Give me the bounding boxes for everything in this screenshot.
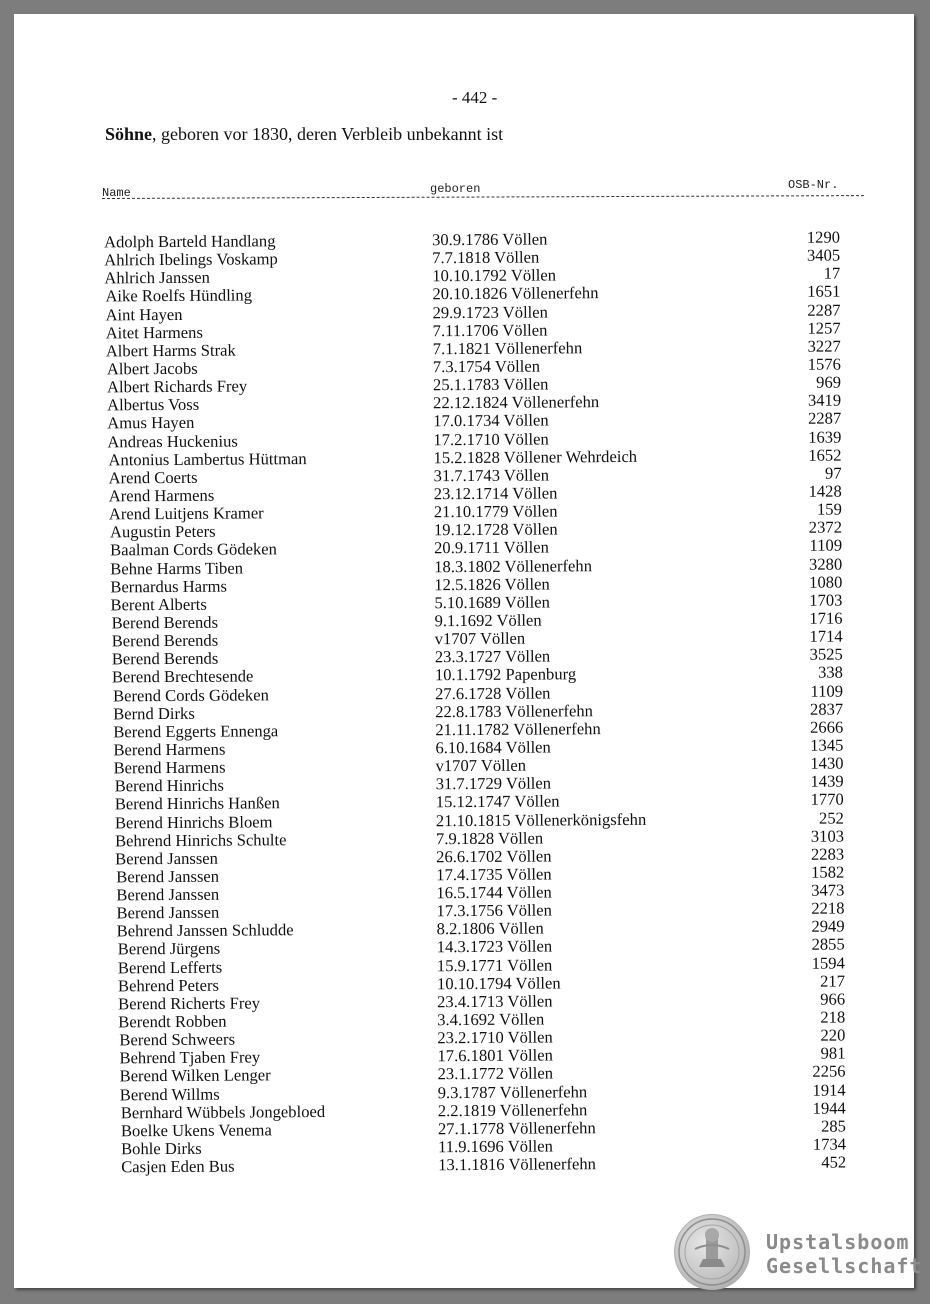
entry-osb: 1651 bbox=[807, 281, 841, 302]
entry-name: Andreas Huckenius bbox=[107, 431, 238, 451]
entry-osb: 2949 bbox=[811, 916, 845, 937]
entry-born: 31.7.1743 Völlen bbox=[433, 465, 550, 486]
entry-name: Berend Cords Gödeken bbox=[112, 684, 269, 705]
entry-born: 21.10.1779 Völlen bbox=[433, 501, 558, 522]
entry-born: 9.3.1787 Völlenerfehn bbox=[437, 1081, 588, 1102]
entry-name: Berend Jürgens bbox=[117, 939, 221, 959]
entry-osb: 2372 bbox=[808, 517, 843, 537]
entry-name: Albert Harms Strak bbox=[105, 340, 236, 361]
column-header-osb: OSB-Nr. bbox=[788, 178, 839, 192]
entry-born: 17.0.1734 Völlen bbox=[433, 410, 549, 431]
entry-name: Berend Janssen bbox=[115, 848, 218, 869]
entry-osb: 2256 bbox=[812, 1061, 846, 1082]
entry-osb: 2218 bbox=[811, 898, 845, 918]
entry-born: 3.4.1692 Völlen bbox=[437, 1009, 545, 1030]
entry-osb: 3419 bbox=[807, 390, 842, 411]
entry-name: Behrend Hinrichs Schulte bbox=[114, 829, 287, 850]
entry-osb: 1594 bbox=[811, 953, 845, 973]
entry-osb: 1734 bbox=[812, 1134, 847, 1154]
entry-name: Casjen Eden Bus bbox=[121, 1156, 235, 1177]
entry-born: 29.9.1723 Völlen bbox=[432, 302, 548, 322]
entry-born: 25.1.1783 Völlen bbox=[432, 374, 549, 395]
entry-osb: 452 bbox=[821, 1152, 847, 1172]
entry-osb: 285 bbox=[820, 1116, 846, 1136]
entry-born: 6.10.1684 Völlen bbox=[435, 737, 551, 758]
entry-name: Ahlrich Ibelings Voskamp bbox=[104, 249, 278, 270]
entry-name: Berendt Robben bbox=[118, 1011, 227, 1032]
entry-osb: 1576 bbox=[807, 354, 841, 374]
entry-born: 17.6.1801 Völlen bbox=[437, 1045, 553, 1066]
entry-osb: 218 bbox=[820, 1007, 846, 1027]
entry-born: 10.10.1792 Völlen bbox=[432, 265, 557, 286]
entry-name: Berent Alberts bbox=[110, 594, 207, 615]
entry-osb: 338 bbox=[817, 662, 843, 683]
entry-name: Berend Wilken Lenger bbox=[119, 1065, 271, 1086]
entry-name: Behrend Peters bbox=[117, 975, 219, 996]
entry-born: 23.3.1727 Völlen bbox=[434, 646, 551, 667]
entry-born: 13.1.1816 Völlenerfehn bbox=[438, 1154, 597, 1175]
entry-born: 20.9.1711 Völlen bbox=[434, 537, 549, 558]
entry-osb: 1109 bbox=[809, 535, 843, 556]
entry-name: Amus Hayen bbox=[107, 413, 195, 433]
entry-osb: 1914 bbox=[812, 1080, 846, 1100]
entry-name: Berend Lefferts bbox=[117, 957, 223, 977]
entry-name: Aitet Harmens bbox=[105, 322, 203, 343]
entry-osb: 1770 bbox=[810, 789, 844, 810]
entry-name: Berend Berends bbox=[111, 630, 219, 651]
entry-name: Adolph Barteld Handlang bbox=[103, 231, 276, 252]
entry-born: 7.1.1821 Völlenerfehn bbox=[432, 338, 583, 359]
entry-name: Berend Hinrichs Bloem bbox=[114, 811, 273, 832]
entry-name: Albertus Voss bbox=[107, 395, 200, 415]
brand-line1: Upstalsboom bbox=[766, 1230, 910, 1254]
entry-osb: 3473 bbox=[811, 880, 845, 900]
entry-name: Berend Berends bbox=[111, 648, 219, 669]
entry-name: Berend Janssen bbox=[116, 902, 220, 923]
entry-osb: 3103 bbox=[810, 826, 845, 846]
entry-osb: 1714 bbox=[809, 626, 843, 646]
entry-name: Baalman Cords Gödeken bbox=[110, 539, 277, 560]
entry-born: 10.10.1794 Völlen bbox=[436, 973, 561, 993]
entry-osb: 1080 bbox=[809, 572, 843, 592]
entry-osb: 1345 bbox=[810, 735, 844, 755]
header-divider bbox=[102, 195, 864, 199]
entry-osb: 1430 bbox=[810, 753, 844, 773]
entries-list bbox=[14, 228, 920, 1177]
entry-osb: 217 bbox=[820, 971, 846, 991]
entry-born: 15.9.1771 Völlen bbox=[436, 955, 553, 975]
brand-line2: Gesellschaft bbox=[766, 1254, 923, 1278]
entry-born: 20.10.1826 Völlenerfehn bbox=[432, 283, 599, 304]
entry-osb: 1439 bbox=[810, 771, 844, 791]
entry-osb: 1290 bbox=[806, 227, 841, 247]
entry-born: 17.3.1756 Völlen bbox=[436, 900, 552, 921]
entry-name: Arend Harmens bbox=[108, 485, 215, 506]
entry-born: 10.1.1792 Papenburg bbox=[434, 664, 577, 685]
entry-name: Berend Hinrichs bbox=[114, 775, 224, 796]
entry-name: Berend Brechtesende bbox=[111, 666, 254, 687]
entry-born: 15.12.1747 Völlen bbox=[435, 791, 560, 812]
entry-name: Berend Janssen bbox=[116, 884, 220, 905]
entry-osb: 969 bbox=[816, 372, 842, 392]
entry-born: 7.9.1828 Völlen bbox=[435, 828, 544, 848]
entry-born: 19.12.1728 Völlen bbox=[433, 519, 558, 540]
entry-born: 9.1.1692 Völlen bbox=[434, 610, 542, 631]
entry-osb: 1944 bbox=[812, 1098, 846, 1118]
entry-born: 7.11.1706 Völlen bbox=[432, 320, 548, 340]
entry-osb: 2837 bbox=[809, 699, 844, 719]
entry-name: Berend Schweers bbox=[119, 1029, 236, 1050]
entry-osb: 17 bbox=[823, 263, 841, 283]
entry-name: Augustin Peters bbox=[109, 521, 216, 542]
entry-born: 5.10.1689 Völlen bbox=[434, 592, 550, 613]
entry-born: 18.3.1802 Völlenerfehn bbox=[434, 555, 593, 576]
entry-name: Albert Richards Frey bbox=[106, 376, 248, 397]
entry-name: Berend Richerts Frey bbox=[118, 993, 261, 1014]
entry-born: 22.12.1824 Völlenerfehn bbox=[433, 392, 600, 413]
entry-osb: 3405 bbox=[806, 245, 841, 265]
entry-row bbox=[20, 1153, 920, 1177]
entry-born: v1707 Völlen bbox=[435, 755, 527, 776]
entry-osb: 1703 bbox=[809, 590, 843, 610]
entry-born: 26.6.1702 Völlen bbox=[436, 846, 552, 866]
entry-born: 11.9.1696 Völlen bbox=[437, 1136, 553, 1157]
entry-name: Ahlrich Janssen bbox=[104, 267, 210, 288]
entry-born: v1707 Völlen bbox=[434, 628, 526, 649]
entry-born: 14.3.1723 Völlen bbox=[436, 936, 553, 957]
document-page bbox=[14, 14, 923, 1288]
title-rest: , geboren vor 1830, deren Verbleib unbekannt ist bbox=[152, 124, 504, 144]
entry-born: 27.1.1778 Völlenerfehn bbox=[437, 1118, 596, 1139]
entry-osb: 3227 bbox=[807, 336, 841, 356]
entry-osb: 981 bbox=[820, 1043, 846, 1063]
entry-born: 31.7.1729 Völlen bbox=[435, 773, 552, 794]
entry-name: Behrend Tjaben Frey bbox=[119, 1047, 261, 1068]
entry-name: Berend Harmens bbox=[113, 739, 226, 760]
entry-name: Berend Berends bbox=[111, 612, 219, 633]
entry-osb: 159 bbox=[816, 499, 842, 519]
entry-born: 23.2.1710 Völlen bbox=[437, 1027, 553, 1048]
entry-name: Bernd Dirks bbox=[113, 703, 195, 724]
society-seal-logo bbox=[674, 1214, 750, 1290]
entry-osb: 2283 bbox=[810, 844, 845, 864]
entry-name: Berend Willms bbox=[119, 1084, 220, 1104]
entry-name: Boelke Ukens Venema bbox=[120, 1120, 272, 1141]
entry-osb: 1716 bbox=[809, 608, 843, 628]
title-bold: Söhne bbox=[105, 124, 153, 144]
entry-osb: 220 bbox=[820, 1025, 846, 1045]
entry-born: 16.5.1744 Völlen bbox=[436, 882, 552, 903]
page-title bbox=[105, 124, 503, 145]
entry-name: Behne Harms Tiben bbox=[110, 558, 244, 578]
entry-osb: 2855 bbox=[811, 934, 845, 955]
entry-name: Bernhard Wübbels Jongebloed bbox=[120, 1101, 326, 1123]
entry-name: Arend Coerts bbox=[108, 467, 198, 488]
entry-osb: 1109 bbox=[810, 681, 844, 701]
entry-osb: 2287 bbox=[807, 300, 841, 320]
entry-born: 15.2.1828 Völlener Wehrdeich bbox=[433, 446, 638, 467]
entry-born: 27.6.1728 Völlen bbox=[434, 682, 551, 703]
entry-osb: 3525 bbox=[809, 644, 843, 664]
entry-osb: 1652 bbox=[808, 445, 842, 465]
entry-osb: 2287 bbox=[807, 408, 842, 429]
entry-born: 23.12.1714 Völlen bbox=[433, 483, 558, 504]
entry-born: 7.7.1818 Völlen bbox=[432, 247, 540, 268]
entry-name: Berend Hinrichs Hanßen bbox=[114, 793, 280, 814]
entry-name: Bohle Dirks bbox=[121, 1138, 202, 1159]
entry-name: Berend Janssen bbox=[116, 866, 220, 887]
entry-name: Albert Jacobs bbox=[106, 358, 198, 379]
entry-born: 23.4.1713 Völlen bbox=[437, 991, 553, 1012]
entry-osb: 1639 bbox=[808, 427, 842, 447]
entry-osb: 1428 bbox=[808, 481, 842, 501]
brand-name bbox=[766, 1230, 923, 1278]
entry-born: 21.10.1815 Völlenerkönigsfehn bbox=[435, 809, 647, 830]
entry-born: 17.4.1735 Völlen bbox=[436, 864, 552, 885]
entry-name: Behrend Janssen Schludde bbox=[116, 920, 294, 941]
entry-osb: 2666 bbox=[810, 717, 844, 737]
entry-name: Berend Harmens bbox=[113, 757, 226, 778]
entry-osb: 1257 bbox=[807, 318, 841, 338]
column-header-name: Name bbox=[102, 186, 131, 200]
entry-name: Antonius Lambertus Hüttman bbox=[108, 448, 307, 470]
column-header-born: geboren bbox=[430, 182, 481, 196]
entry-born: 7.3.1754 Völlen bbox=[432, 356, 541, 377]
entry-born: 23.1.1772 Völlen bbox=[437, 1063, 554, 1084]
entry-osb: 1582 bbox=[810, 862, 845, 882]
entry-osb: 97 bbox=[824, 463, 842, 483]
entry-name: Aint Hayen bbox=[105, 304, 183, 324]
entry-osb: 252 bbox=[818, 808, 844, 828]
entry-name: Arend Luitjens Kramer bbox=[108, 503, 264, 524]
entry-osb: 3280 bbox=[808, 554, 843, 574]
entry-osb: 966 bbox=[820, 989, 846, 1009]
entry-born: 2.2.1819 Völlenerfehn bbox=[437, 1099, 588, 1120]
entry-name: Aike Roelfs Hündling bbox=[105, 285, 253, 306]
entry-name: Bernardus Harms bbox=[110, 576, 227, 597]
entry-born: 22.8.1783 Völlenerfehn bbox=[435, 700, 594, 721]
entry-born: 12.5.1826 Völlen bbox=[434, 574, 550, 594]
entry-born: 30.9.1786 Völlen bbox=[431, 229, 548, 250]
page-number: - 442 - bbox=[452, 88, 498, 107]
entry-born: 21.11.1782 Völlenerfehn bbox=[435, 718, 601, 740]
entry-name: Berend Eggerts Ennenga bbox=[113, 721, 279, 742]
entry-born: 8.2.1806 Völlen bbox=[436, 918, 544, 939]
entry-born: 17.2.1710 Völlen bbox=[433, 429, 549, 449]
